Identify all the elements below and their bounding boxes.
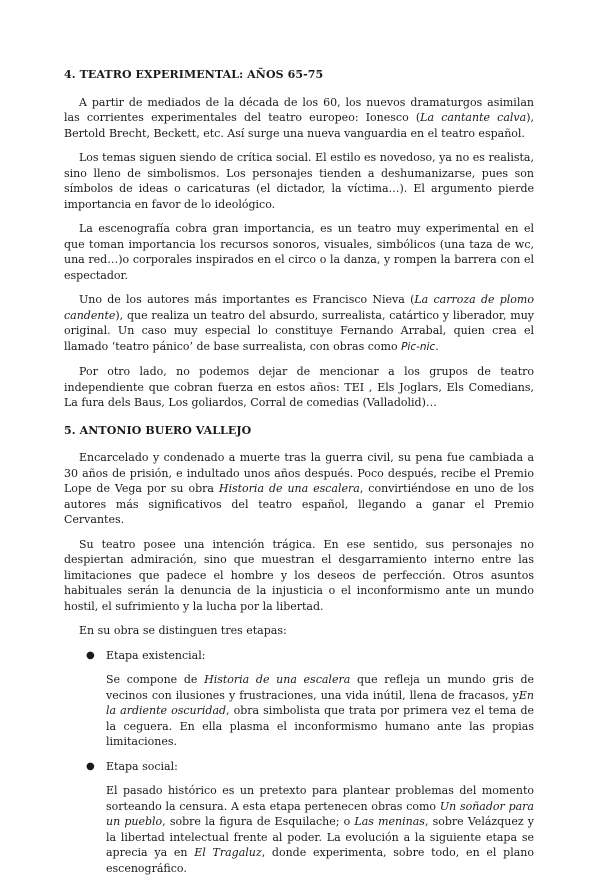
bullet-icon: ● xyxy=(86,759,95,775)
work-title: La carroza de plomo candente xyxy=(64,293,534,322)
stage-title: Etapa social: xyxy=(106,760,178,773)
stage-description: El pasado histórico es un pretexto para plantear problemas del momento sorteando la censura. A esta etapa pertenecen obras como Un soñador para un pueblo, sobre la figura de Esquilache; o Las meninas, sobre Velázquez y la libertad intelectual frente al poder. La evolución a la siguiente etapa se aprecia ya en El Tragaluz, donde experimenta, sobre todo, en el plano escenográfico. xyxy=(64,783,534,876)
list-item xyxy=(64,648,534,664)
work-title: Historia de una escalera xyxy=(204,673,350,686)
work-title: El Tragaluz xyxy=(194,846,261,859)
work-title: Las meninas xyxy=(354,815,425,828)
paragraph-etapas-intro: En su obra se distinguen tres etapas: xyxy=(64,623,534,639)
paragraph-grupos: Por otro lado, no podemos dejar de mencionar a los grupos de teatro independiente que cobran fuerza en estos años: TEI , Els Joglars, Els Comedians, La fura dels Baus, Los goliardos, Corral de comedias (Valladolid)… xyxy=(64,364,534,411)
section-heading-buero-vallejo: 5. ANTONIO BUERO VALLEJO xyxy=(64,423,534,439)
stage-description: Se compone de Historia de una escalera que refleja un mundo gris de vecinos con ilusiones y frustraciones, una vida inútil, llena de fracasos, yEn la ardiente oscuridad, obra simbolista que trata por primera vez el tema de la ceguera. En ella plasma el inconformismo humano ante las propias limitaciones. xyxy=(64,672,534,750)
paragraph-vanguardia: A partir de mediados de la década de los 60, los nuevos dramaturgos asimilan las corrientes experimentales del teatro europeo: Ionesco (La cantante calva), Bertold Brecht, Beckett, etc. Así surge una nueva vanguardia en el teatro español. xyxy=(64,95,534,142)
paragraph-temas: Los temas siguen siendo de crítica social. El estilo es novedoso, ya no es realista, sino lleno de simbolismos. Los personajes tienden a deshumanizarse, pues son símbolos de ideas o caricaturas (el dictador, la víctima…). El argumento pierde importancia en favor de lo ideológico. xyxy=(64,150,534,212)
bullet-icon: ● xyxy=(86,648,95,664)
paragraph-biografia: Encarcelado y condenado a muerte tras la guerra civil, su pena fue cambiada a 30 años de prisión, e indultado unos años después. Poco después, recibe el Premio Lope de Vega por su obra Historia de una escalera, convirtiéndose en uno de los autores más significativos del teatro español, llegando a ganar el Premio Cervantes. xyxy=(64,450,534,528)
list-item xyxy=(64,759,534,775)
work-title: Un soñador para un pueblo xyxy=(106,800,534,829)
work-title: Pic-nic xyxy=(401,341,435,353)
section-heading-teatro-experimental: 4. TEATRO EXPERIMENTAL: AÑOS 65-75 xyxy=(64,67,534,83)
stage-title: Etapa existencial: xyxy=(106,649,205,662)
work-title: Historia de una escalera xyxy=(219,482,360,495)
stages-list xyxy=(64,648,534,876)
paragraph-escenografia: La escenografía cobra gran importancia, es un teatro muy experimental en el que toman importancia los recursos sonoros, visuales, simbólicos (una taza de wc, una red…)o corporales inspirados en el circo o la danza, y rompen la barrera con el espectador. xyxy=(64,221,534,283)
work-title: En la ardiente oscuridad xyxy=(106,689,534,718)
work-title: La cantante calva xyxy=(420,111,526,124)
page-content xyxy=(64,67,534,876)
paragraph-autores: Uno de los autores más importantes es Francisco Nieva (La carroza de plomo candente), que realiza un teatro del absurdo, surrealista, catártico y liberador, muy original. Un caso muy especial lo constituye Fernando Arrabal, quien crea el llamado ‘teatro pánico’ de base surrealista, con obras como Pic-nic. xyxy=(64,292,534,355)
paragraph-intencion-tragica: Su teatro posee una intención trágica. En ese sentido, sus personajes no despiertan admiración, sino que muestran el desgarramiento interno entre las limitaciones que padece el hombre y los deseos de perfección. Otros asuntos habituales serán la denuncia de la injusticia o el inconformismo ante un mundo hostil, el sufrimiento y la lucha por la libertad. xyxy=(64,537,534,615)
